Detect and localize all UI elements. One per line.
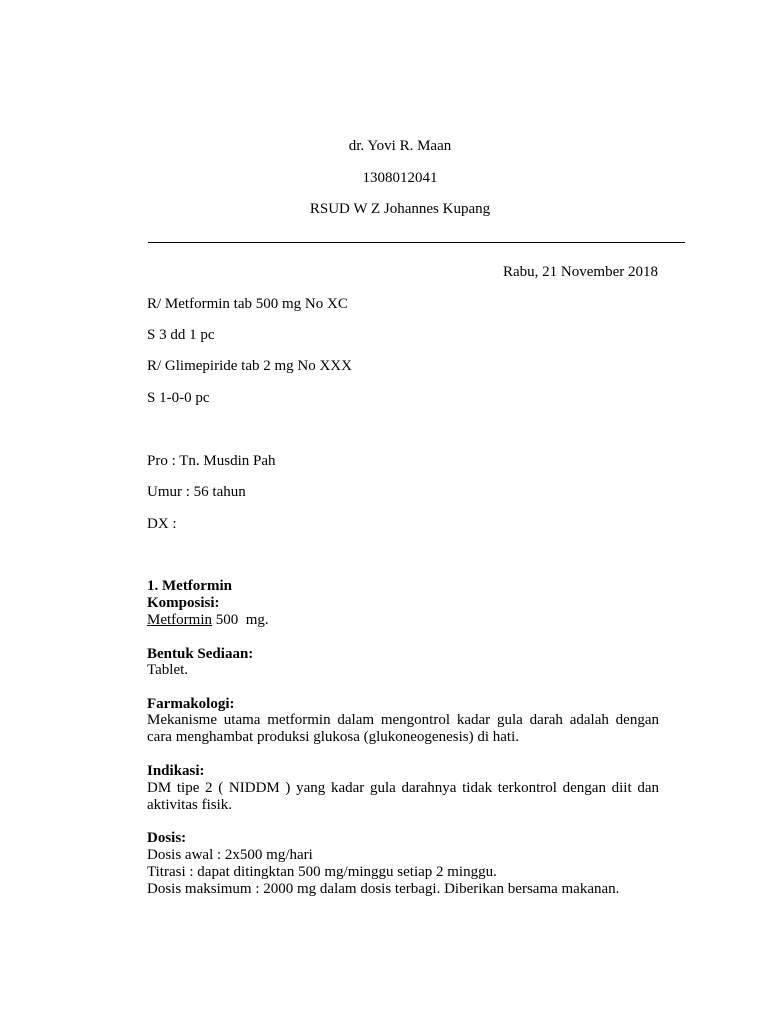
komposisi-drug-name: Metformin — [147, 612, 212, 628]
dosis-line: Titrasi : dapat ditingktan 500 mg/minggu setiap 2 minggu. — [147, 864, 497, 880]
indikasi-label: Indikasi: — [147, 763, 205, 779]
farmakologi-text: Mekanisme utama metformin dalam mengontrol kadar gula darah adalah dengan cara menghambat produksi glukosa (glukoneogenesis) di hati. — [147, 712, 659, 745]
dosis-line: Dosis maksimum : 2000 mg dalam dosis terbagi. Diberikan bersama makanan. — [147, 881, 620, 897]
patient-diagnosis: DX : — [147, 516, 177, 532]
hospital-name: RSUD W Z Johannes Kupang — [309, 201, 491, 217]
dosis-label: Dosis: — [147, 830, 187, 846]
prescription-date: Rabu, 21 November 2018 — [503, 264, 658, 280]
patient-age: Umur : 56 tahun — [147, 484, 246, 500]
komposisi-value — [147, 612, 269, 629]
bentuk-value: Tablet. — [147, 662, 189, 678]
signa-line: S 1-0-0 pc — [147, 390, 210, 406]
bentuk-label: Bentuk Sediaan: — [147, 646, 254, 662]
komposisi-label: Komposisi: — [147, 595, 220, 611]
komposisi-dose: 500 mg. — [212, 612, 269, 628]
dosis-line: Dosis awal : 2x500 mg/hari — [147, 847, 313, 863]
recipe-line: R/ Metformin tab 500 mg No XC — [147, 296, 348, 312]
indikasi-text: DM tipe 2 ( NIDDM ) yang kadar gula darahnya tidak terkontrol dengan diit dan aktivitas fisik. — [147, 780, 659, 813]
drug-heading: 1. Metformin — [147, 578, 232, 594]
farmakologi-label: Farmakologi: — [147, 696, 235, 712]
patient-name: Pro : Tn. Musdin Pah — [147, 453, 276, 469]
doctor-name: dr. Yovi R. Maan — [348, 138, 452, 154]
header-divider — [148, 242, 685, 243]
doctor-id: 1308012041 — [362, 170, 438, 186]
recipe-line: R/ Glimepiride tab 2 mg No XXX — [147, 358, 352, 374]
signa-line: S 3 dd 1 pc — [147, 327, 215, 343]
